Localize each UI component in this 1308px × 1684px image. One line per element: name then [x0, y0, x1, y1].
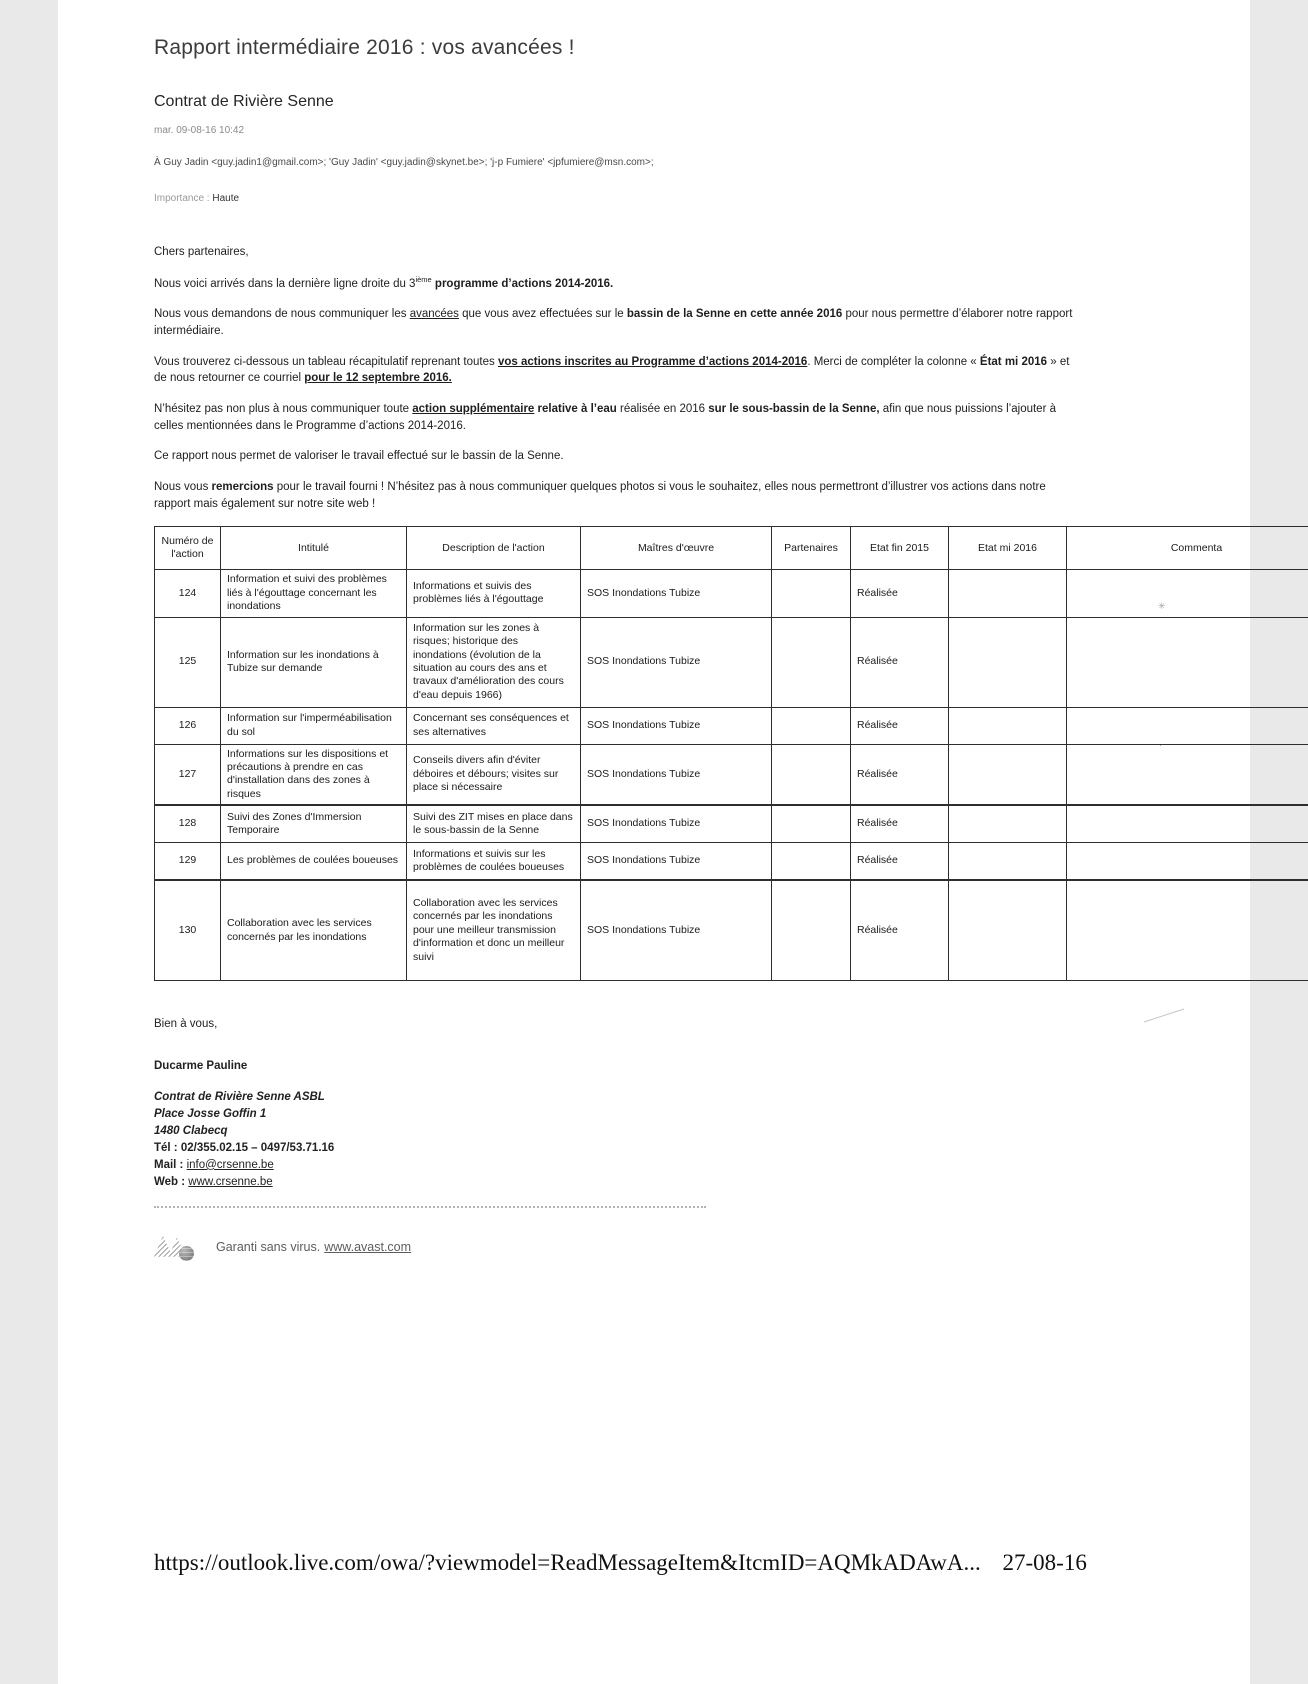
cell-intitule: Information sur les inondations à Tubize sur demande: [221, 617, 407, 707]
paragraph-4: [154, 401, 1079, 434]
phone-label: Tél :: [154, 1141, 181, 1154]
table-row: [155, 617, 1308, 707]
scan-artifact: ✳: [1158, 601, 1166, 611]
page-title: Rapport intermédiaire 2016 : vos avancées !: [154, 36, 575, 59]
email-signature: [154, 1016, 1250, 1191]
signature-address-2: 1480 Clabecq: [154, 1124, 228, 1137]
bold-text: bassin de la Senne en cette année 2016: [626, 308, 843, 321]
printed-email-page: [58, 0, 1250, 1684]
text-segment: Nous voici arrivés dans la dernière ligne droite du 3: [154, 277, 416, 290]
cell-intitule: Informations sur les dispositions et précautions à prendre en cas d'installation dans des zones à risques: [221, 744, 407, 805]
cell-etat-2015: Réalisée: [851, 617, 949, 707]
cell-etat-2016: [949, 842, 1067, 880]
cell-partenaires: [772, 744, 851, 805]
dotted-divider: [154, 1206, 706, 1208]
table-row: [155, 570, 1308, 617]
text-segment: » et de nous retourner ce courriel: [154, 355, 1070, 385]
cell-description: Conseils divers afin d'éviter déboires et débours; visites sur place si nécessaire: [407, 744, 581, 805]
footer-date: 27-08-16: [1002, 1550, 1087, 1575]
text-segment: Vous trouverez ci-dessous un tableau récapitulatif reprenant toutes: [154, 355, 498, 368]
text-segment: . Merci de compléter la colonne «: [807, 355, 980, 368]
cell-description: Informations et suivis des problèmes liés à l'égouttage: [407, 570, 581, 617]
cell-description: Suivi des ZIT mises en place dans le sous-bassin de la Senne: [407, 805, 581, 842]
avast-text: Garanti sans virus.: [216, 1240, 321, 1255]
cell-etat-2016: [949, 570, 1067, 617]
text-segment: que vous avez effectuées sur le: [458, 308, 627, 321]
cell-description: Collaboration avec les services concernés par les inondations pour une meilleur transmission d'information et donc un meilleur suivi: [407, 880, 581, 980]
cell-intitule: Information sur l'imperméabilisation du sol: [221, 707, 407, 744]
text-segment: afin que nous puissions l’ajouter à celles mentionnées dans le Programme d’actions 2014-2016.: [154, 402, 1056, 432]
cell-etat-2016: [949, 880, 1067, 980]
cell-etat-2016: [949, 617, 1067, 707]
cell-numero: 128: [155, 805, 221, 842]
col-header-etat-fin-2015: Etat fin 2015: [851, 527, 949, 570]
col-header-numero: Numéro de l'action: [155, 527, 221, 570]
cell-numero: 125: [155, 617, 221, 707]
cell-numero: 126: [155, 707, 221, 744]
signature-org: Contrat de Rivière Senne ASBL: [154, 1090, 325, 1103]
col-header-maitres: Maîtres d'œuvre: [581, 527, 772, 570]
cell-partenaires: [772, 880, 851, 980]
cell-partenaires: [772, 570, 851, 617]
col-header-intitule: Intitulé: [221, 527, 407, 570]
sender-name: Contrat de Rivière Senne: [154, 93, 334, 110]
email-date: mar. 09-08-16 10:42: [154, 125, 245, 136]
bold-underlined-text: action supplémentaire: [412, 402, 535, 415]
cell-intitule: Information et suivi des problèmes liés à l'égouttage concernant les inondations: [221, 570, 407, 617]
bold-text: programme d’actions 2014-2016.: [434, 277, 614, 290]
col-header-etat-mi-2016: Etat mi 2016: [949, 527, 1067, 570]
scan-artifact: ·: [1159, 740, 1162, 750]
cell-numero: 124: [155, 570, 221, 617]
avast-globe-icon: [179, 1246, 194, 1261]
cell-maitre: SOS Inondations Tubize: [581, 880, 772, 980]
cell-etat-2016: [949, 707, 1067, 744]
web-link[interactable]: www.crsenne.be: [188, 1175, 273, 1188]
cell-commentaire: [1067, 617, 1308, 707]
table-row: [155, 707, 1308, 744]
avast-link[interactable]: www.avast.com: [324, 1240, 412, 1255]
bold-underlined-text: vos actions inscrites au Programme d’actions 2014-2016: [497, 355, 808, 368]
signature-name: Ducarme Pauline: [154, 1059, 248, 1072]
table-row: [155, 805, 1308, 842]
text-segment: N’hésitez pas non plus à nous communiquer toute: [154, 402, 413, 415]
superscript-text: ième: [415, 274, 432, 284]
cell-etat-2015: Réalisée: [851, 880, 949, 980]
col-header-description: Description de l'action: [407, 527, 581, 570]
cell-numero: 127: [155, 744, 221, 805]
text-segment: Nous vous: [154, 480, 212, 493]
text-segment: Chers partenaires,: [154, 246, 249, 258]
avast-banner: [154, 1234, 1250, 1261]
phone-value: 02/355.02.15 – 0497/53.71.16: [180, 1141, 335, 1154]
bold-text: relative à l’eau: [537, 402, 617, 415]
text-segment: Nous vous demandons de nous communiquer les: [154, 308, 410, 321]
paragraph-5: [154, 448, 1079, 465]
cell-maitre: SOS Inondations Tubize: [581, 805, 772, 842]
print-footer: [154, 1550, 1194, 1576]
text-segment: pour nous permettre d’élaborer notre rapport intermédiaire.: [154, 308, 1073, 337]
cell-description: Informations et suivis sur les problèmes de coulées boueuses: [407, 842, 581, 880]
cell-commentaire: [1067, 570, 1308, 617]
cell-numero: 129: [155, 842, 221, 880]
importance-line: [154, 193, 1250, 204]
greeting: [154, 244, 1079, 261]
mail-link[interactable]: info@crsenne.be: [186, 1158, 274, 1171]
cell-etat-2016: [949, 805, 1067, 842]
cell-description: Information sur les zones à risques; historique des inondations (évolution de la situation au cours des ans et travaux d'amélioration des cours d'eau depuis 1966): [407, 617, 581, 707]
col-header-commentaires: Commenta: [1067, 527, 1308, 570]
cell-partenaires: [772, 617, 851, 707]
footer-url: https://outlook.live.com/owa/?viewmodel=ReadMessageItem&ItcmID=AQMkADAwA...: [154, 1550, 981, 1575]
text-segment: pour le travail fourni ! N’hésitez pas à nous communiquer quelques photos si vous le souhaitez, elles nous permettront d’illustrer vos actions dans notre rapport mais également sur notre site web !: [154, 480, 1046, 510]
bold-text: remercions: [211, 480, 274, 493]
cell-maitre: SOS Inondations Tubize: [581, 570, 772, 617]
cell-commentaire: [1067, 744, 1308, 805]
cell-etat-2015: Réalisée: [851, 744, 949, 805]
cell-maitre: SOS Inondations Tubize: [581, 744, 772, 805]
table-row: [155, 842, 1308, 880]
cell-etat-2015: Réalisée: [851, 842, 949, 880]
cell-intitule: Collaboration avec les services concernés par les inondations: [221, 880, 407, 980]
signature-phone: [154, 1140, 1250, 1157]
bold-underlined-text: pour le 12 septembre 2016.: [304, 372, 452, 385]
underlined-text: avancées: [409, 308, 459, 321]
email-header: [154, 93, 1250, 204]
avast-logo-icon: [154, 1234, 200, 1261]
col-header-partenaires: Partenaires: [772, 527, 851, 570]
text-segment: réalisée en 2016: [616, 402, 709, 415]
table-row: [155, 880, 1308, 980]
email-recipients: À Guy Jadin <guy.jadin1@gmail.com>; 'Guy Jadin' <guy.jadin@skynet.be>; 'j-p Fumiere' <jpfumiere@msn.com>;: [154, 157, 654, 168]
table-header-row: [155, 527, 1308, 570]
cell-etat-2015: Réalisée: [851, 805, 949, 842]
paragraph-1: [154, 275, 1079, 293]
cell-numero: 130: [155, 880, 221, 980]
bold-text: sur le sous-bassin de la Senne,: [708, 402, 880, 415]
cell-etat-2015: Réalisée: [851, 707, 949, 744]
cell-maitre: SOS Inondations Tubize: [581, 707, 772, 744]
cell-commentaire: [1067, 707, 1308, 744]
cell-partenaires: [772, 707, 851, 744]
mail-label: Mail :: [154, 1158, 187, 1171]
cell-etat-2016: [949, 744, 1067, 805]
cell-commentaire: [1067, 805, 1308, 842]
paragraph-2: [154, 306, 1079, 339]
cell-etat-2015: Réalisée: [851, 570, 949, 617]
cell-intitule: Suivi des Zones d'Immersion Temporaire: [221, 805, 407, 842]
signature-address-1: Place Josse Goffin 1: [154, 1107, 267, 1120]
cell-partenaires: [772, 842, 851, 880]
actions-table-clip: [154, 526, 1223, 981]
cell-maitre: SOS Inondations Tubize: [581, 842, 772, 880]
signature-web: [154, 1174, 1250, 1191]
importance-value: Haute: [212, 193, 240, 204]
signature-mail: [154, 1157, 1250, 1174]
cell-commentaire: [1067, 880, 1308, 980]
web-label: Web :: [154, 1175, 189, 1188]
cell-commentaire: [1067, 842, 1308, 880]
table-row: [155, 744, 1308, 805]
sign-off: Bien à vous,: [154, 1017, 218, 1030]
cell-maitre: SOS Inondations Tubize: [581, 617, 772, 707]
cell-intitule: Les problèmes de coulées boueuses: [221, 842, 407, 880]
actions-table: [154, 526, 1308, 981]
cell-partenaires: [772, 805, 851, 842]
cell-description: Concernant ses conséquences et ses alternatives: [407, 707, 581, 744]
email-body: [154, 244, 1079, 512]
bold-text: État mi 2016: [979, 355, 1048, 368]
importance-label: Importance :: [154, 193, 210, 204]
paragraph-6: [154, 479, 1079, 512]
paragraph-3: [154, 354, 1079, 387]
text-segment: Ce rapport nous permet de valoriser le travail effectué sur le bassin de la Senne.: [154, 450, 564, 463]
